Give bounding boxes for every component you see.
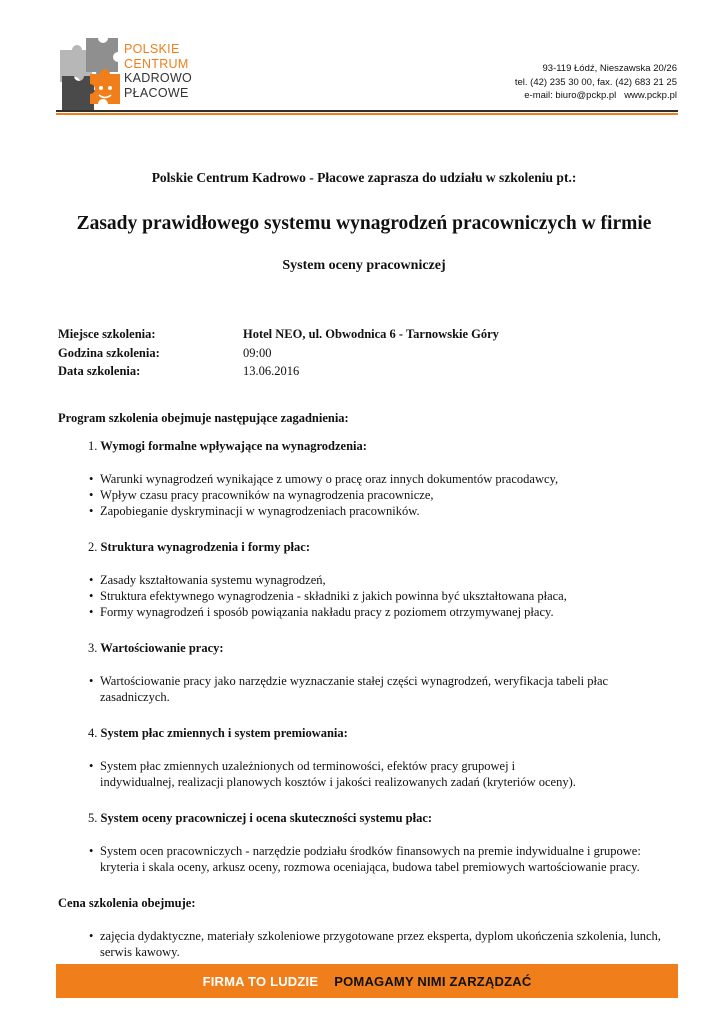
info-row-date — [58, 363, 499, 382]
document-body — [58, 170, 670, 960]
list-item: • zajęcia dydaktyczne, materiały szkoleniowe przygotowane przez eksperta, dyplom ukończenia szkolenia, lunch, serwis kawowy. — [100, 928, 670, 960]
info-value: 13.06.2016 — [243, 364, 300, 378]
section-bullets — [58, 843, 670, 875]
contact-phone: tel. (42) 235 30 00, fax. (42) 683 21 25 — [514, 76, 677, 88]
section-bullets — [58, 758, 670, 790]
list-item: • System płac zmiennych uzależnionych od terminowości, efektów pracy grupowej i indywidualnej, realizacji planowych kosztów i jakości realizowanych zadań (kryteriów oceny). — [100, 758, 670, 790]
section-number: 1. — [88, 438, 98, 453]
info-row-time — [58, 345, 499, 364]
info-row-place — [58, 326, 499, 345]
letterhead — [0, 0, 725, 120]
training-info-table — [58, 326, 499, 382]
section-bullets — [58, 673, 670, 705]
section-number: 3. — [88, 640, 98, 655]
section-title: System płac zmiennych i system premiowania: — [100, 725, 348, 740]
invitation-line: Polskie Centrum Kadrowo - Płacowe zaprasza do udziału w szkoleniu pt.: — [151, 170, 577, 185]
footer-banner — [56, 964, 678, 998]
list-item: • Wartościowanie pracy jako narzędzie wyznaczanie stałej części wynagrodzeń, weryfikacja tabeli płac zasadniczych. — [100, 673, 670, 705]
contact-address: 93-119 Łódź, Nieszawska 20/26 — [542, 63, 677, 74]
program-section — [88, 539, 670, 555]
logo-line: POLSKIE — [124, 42, 180, 56]
footer-slogan-part2: POMAGAMY NIMI ZARZĄDZAĆ — [334, 974, 532, 989]
price-bullets — [58, 928, 670, 960]
list-item: • Zapobieganie dyskryminacji w wynagrodzeniach pracowników. — [100, 503, 670, 519]
program-section — [88, 438, 670, 454]
info-value: 09:00 — [243, 345, 272, 360]
list-item: • Wpływ czasu pracy pracowników na wynagrodzenia pracownicze, — [100, 487, 670, 503]
section-number: 4. — [88, 725, 98, 740]
header-divider-dark — [56, 110, 678, 112]
list-item: • System ocen pracowniczych - narzędzie podziału środków finansowych na premie indywidualne i grupowe: kryteria i skala oceny, arkusz oceny, rozmowa oceniająca, budowa tabel premiowych wartościowanie pracy. — [100, 843, 670, 875]
company-logo — [56, 36, 206, 112]
program-heading: Program szkolenia obejmuje następujące zagadnienia: — [58, 410, 349, 425]
program-section — [88, 640, 670, 656]
logo-wordmark — [124, 42, 192, 100]
info-label: Miejsce szkolenia: — [58, 327, 156, 341]
price-heading: Cena szkolenia obejmuje: — [58, 895, 196, 910]
info-label: Godzina szkolenia: — [58, 345, 160, 360]
list-item: • Formy wynagrodzeń i sposób powiązania nakładu pracy z poziomem otrzymywanej płacy. — [100, 604, 670, 620]
section-title: Wartościowanie pracy: — [100, 640, 224, 655]
logo-line: PŁACOWE — [124, 85, 189, 100]
contact-email-web: e-mail: biuro@pckp.pl www.pckp.pl — [524, 90, 677, 101]
contact-block — [515, 62, 677, 103]
logo-line: CENTRUM — [124, 56, 189, 71]
program-section — [88, 810, 670, 826]
footer-slogan — [56, 964, 678, 998]
info-value: Hotel NEO, ul. Obwodnica 6 - Tarnowskie Góry — [243, 327, 499, 341]
section-number: 5. — [88, 810, 98, 825]
puzzle-logo-icon — [56, 36, 122, 112]
section-title: Struktura wynagrodzenia i formy płac: — [100, 539, 310, 554]
list-item: • Warunki wynagrodzeń wynikające z umowy o pracę oraz innych dokumentów pracodawcy, — [100, 471, 670, 487]
header-divider-orange — [56, 113, 678, 115]
section-number: 2. — [88, 539, 98, 554]
program-section — [88, 725, 670, 741]
list-item: • Zasady kształtowania systemu wynagrodzeń, — [100, 572, 670, 588]
section-bullets — [58, 572, 670, 620]
section-title: Wymogi formalne wpływające na wynagrodzenia: — [100, 438, 367, 453]
info-label: Data szkolenia: — [58, 364, 141, 378]
footer-slogan-part1: FIRMA TO LUDZIE — [202, 974, 319, 989]
training-title: Zasady prawidłowego systemu wynagrodzeń pracowniczych w firmie — [76, 213, 652, 234]
logo-line: KADROWO — [124, 71, 193, 85]
section-bullets — [58, 471, 670, 519]
training-subtitle: System oceny pracowniczej — [282, 258, 446, 273]
section-title: System oceny pracowniczej i ocena skuteczności systemu płac: — [100, 810, 433, 825]
list-item: • Struktura efektywnego wynagrodzenia - składniki z jakich powinna być ukształtowana płaca, — [100, 588, 670, 604]
